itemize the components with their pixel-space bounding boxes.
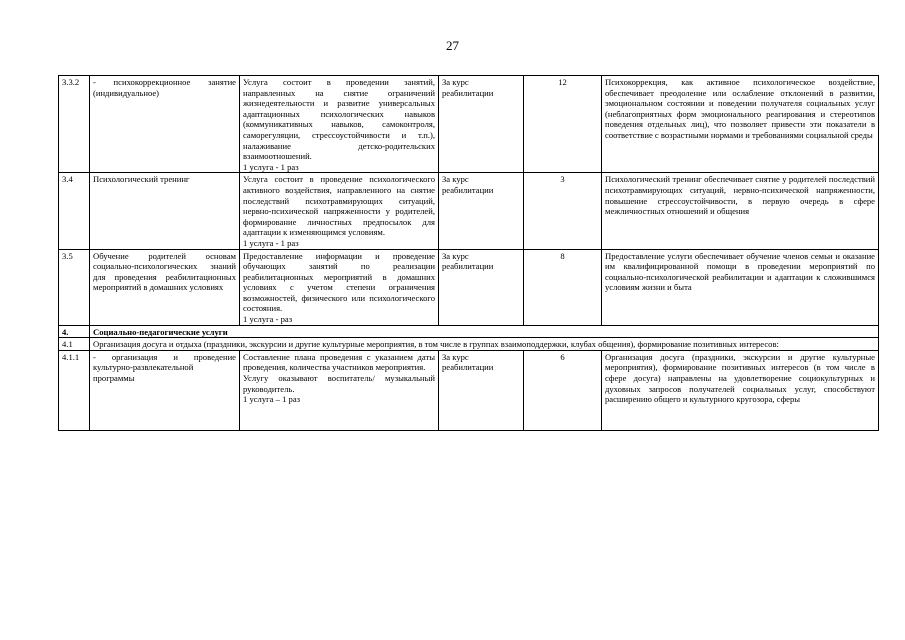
service-period: За курс реабилитации — [439, 173, 524, 249]
service-result: Психокоррекция, как активное психологическое воздействие, обеспечивает преодоление или ослабление отклонений в развитии, эмоциональном состоянии и поведении получателя социальных услуг (неблагоприятных форм эмоционального реагирования и стереотипов поведения отдельных лиц), что позволяет привести эти показатели в соответствие с возрастными нормами и требованиями социальной среды — [602, 76, 879, 173]
table-row — [59, 350, 879, 430]
description-note: 1 услуга - 1 раз — [243, 237, 299, 248]
service-name: - организация и проведение культурно-развлекательной программы — [90, 350, 240, 430]
service-result: Организация досуга (праздники, экскурсии и другие культурные мероприятия), формирование позитивных интересов (в том числе в сфере досуга) направлены на удовлетворение социокультурных и духовных запросов получателей социальных услуг, способствуют расширению общего и культурного кругозора, сферы — [602, 350, 879, 430]
subsection-row — [59, 338, 879, 351]
section-title: Социально-педагогические услуги — [90, 325, 879, 338]
description-note: 1 услуга - раз — [243, 314, 293, 325]
service-result: Предоставление услуги обеспечивает обучение членов семьи и оказание им квалифицированной помощи в проведении мероприятий по социально-психологической реабилитации и адаптации к сложившимся условиям жизни и быта — [602, 249, 879, 325]
service-count: 6 — [524, 350, 602, 430]
description-text: Предоставление информации и проведение обучающих занятий по реализации реабилитационных мероприятий в домашних условиях с учетом степени ограничения возможностей, физического или психологического состояния. — [243, 250, 435, 314]
service-description — [240, 173, 439, 249]
subsection-text: Организация досуга и отдыха (праздники, экскурсии и другие культурные мероприятия, в том числе в группах взаимоподдержки, клубах общения), формирование позитивных интересов: — [90, 338, 879, 351]
service-count: 12 — [524, 76, 602, 173]
service-period: За курс реабилитации — [439, 249, 524, 325]
section-number: 4. — [59, 325, 90, 338]
service-description — [240, 249, 439, 325]
description-note: 1 услуга - 1 раз — [243, 161, 299, 172]
row-number: 3.4 — [59, 173, 90, 249]
description-text: Составление плана проведения с указанием даты проведения, количества участников мероприятия. — [243, 351, 435, 373]
service-period: За курс реабилитации — [439, 76, 524, 173]
service-name: - психокоррекционное занятие (индивидуальное) — [90, 76, 240, 173]
description-text: Услуга состоит в проведении занятий, направленных на снятие ограничений жизнедеятельности и развитие универсальных адаптационных психологических навыков (коммуникативных навыков, самоконтроля, саморегуляции, стрессоустойчивости и т.п.), налаживание детско-родительских взаимоотношений. — [243, 77, 435, 162]
description-note: 1 услуга – 1 раз — [243, 394, 301, 405]
page-number: 27 — [446, 38, 459, 53]
table-row — [59, 76, 879, 173]
row-number: 4.1.1 — [59, 350, 90, 430]
service-count: 3 — [524, 173, 602, 249]
service-description — [240, 76, 439, 173]
row-number: 3.3.2 — [59, 76, 90, 173]
description-text: Услуга состоит в проведение психологического активного воздействия, направленного на снятие последствий психотравмирующих ситуаций, нервно-психической напряженности у родителей, формирование личностных предпосылок для адаптации к изменяющимся условиям. — [243, 174, 435, 238]
service-name: Психологический тренинг — [90, 173, 240, 249]
service-count: 8 — [524, 249, 602, 325]
subsection-number: 4.1 — [59, 338, 90, 351]
service-result: Психологический тренинг обеспечивает снятие у родителей последствий психотравмирующих ситуаций, нервно-психической напряженности, повышение стрессоустойчивости, в первую очередь в сфере межличностных отношений и общения — [602, 173, 879, 249]
service-period: За курс реабилитации — [439, 350, 524, 430]
table-row — [59, 173, 879, 249]
service-description — [240, 350, 439, 430]
table-row — [59, 249, 879, 325]
row-number: 3.5 — [59, 249, 90, 325]
section-row — [59, 325, 879, 338]
service-name: Обучение родителей основам социально-психологических знаний для проведения реабилитационных мероприятий в домашних условиях — [90, 249, 240, 325]
services-table — [58, 75, 879, 431]
description-text-2: Услугу оказывают воспитатель/ музыкальный руководитель. — [243, 373, 435, 394]
